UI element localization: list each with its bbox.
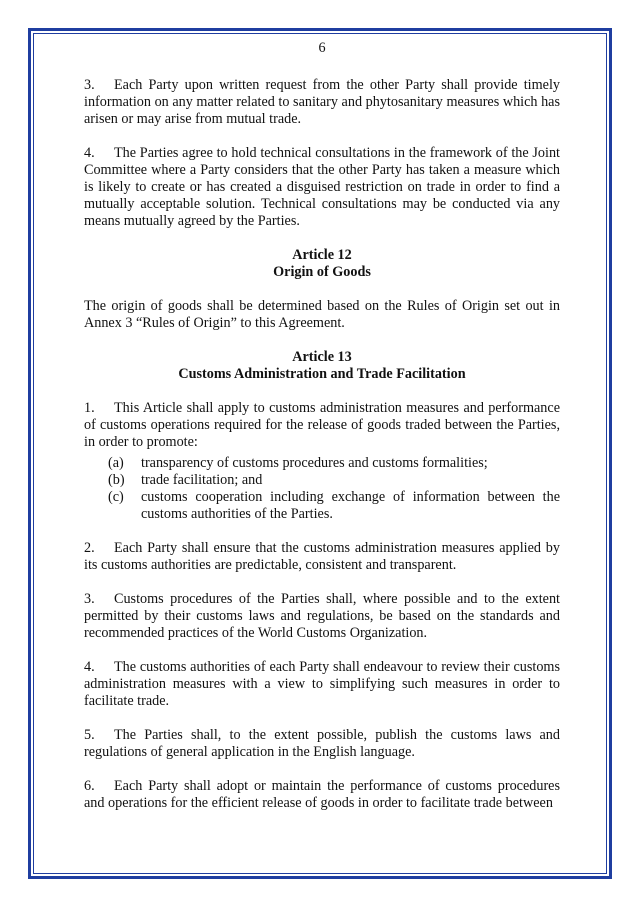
list-item: [84, 489, 560, 523]
article-13-title: Customs Administration and Trade Facilitation: [178, 366, 466, 382]
paragraph-number: 1.: [84, 400, 95, 416]
list-item: [84, 455, 560, 472]
art13-paragraph-2: [84, 540, 560, 574]
art13-paragraph-4: [84, 659, 560, 710]
list-item-text: customs cooperation including exchange of information between the customs authorities of the Parties.: [141, 489, 560, 522]
paragraph-number: 4.: [84, 145, 95, 161]
paragraph-number: 3.: [84, 591, 95, 607]
paragraph-text: Each Party shall ensure that the customs administration measures applied by its customs authorities are predictable, consistent and transparent.: [84, 540, 560, 573]
article-12-heading: Article 12: [292, 247, 352, 263]
article-12-text: The origin of goods shall be determined based on the Rules of Origin set out in Annex 3 “Rules of Origin” to this Agreement.: [84, 298, 560, 331]
article-13-heading: Article 13: [292, 349, 352, 365]
art11-paragraph-3: [84, 77, 560, 128]
paragraph-number: 3.: [84, 77, 95, 93]
paragraph-text: The Parties agree to hold technical consultations in the framework of the Joint Committee where a Party considers that the other Party has taken a measure which is likely to create or has created a disguised restriction on trade in order to find a mutually acceptable solution. Technical consultations may be conducted via any means mutually agreed by the Parties.: [84, 145, 560, 229]
page-number: 6: [318, 40, 326, 56]
paragraph-text: The customs authorities of each Party shall endeavour to review their customs administration measures with a view to simplifying such measures in order to facilitate trade.: [84, 659, 560, 709]
article-12-title: Origin of Goods: [273, 264, 371, 280]
paragraph-text: Each Party shall adopt or maintain the performance of customs procedures and operations for the efficient release of goods in order to facilitate trade between: [84, 778, 560, 811]
list-item-label: (b): [108, 472, 125, 488]
art13-paragraph-5: [84, 727, 560, 761]
list-item-text: trade facilitation; and: [141, 472, 263, 488]
paragraph-number: 4.: [84, 659, 95, 675]
art13-paragraph-1: [84, 400, 560, 451]
paragraph-text: Customs procedures of the Parties shall, where possible and to the extent permitted by their customs laws and regulations, be based on the standards and recommended practices of the World Customs Organization.: [84, 591, 560, 641]
list-item: [84, 472, 560, 489]
art13-paragraph-3: [84, 591, 560, 642]
art13-paragraph-6: [84, 778, 560, 812]
promote-list: [84, 455, 560, 523]
art11-paragraph-4: [84, 145, 560, 230]
paragraph-text: This Article shall apply to customs administration measures and performance of customs operations required for the release of goods traded between the Parties, in order to promote:: [84, 400, 560, 450]
paragraph-number: 6.: [84, 778, 95, 794]
list-item-label: (a): [108, 455, 124, 471]
paragraph-number: 2.: [84, 540, 95, 556]
paragraph-text: The Parties shall, to the extent possible, publish the customs laws and regulations of general application in the English language.: [84, 727, 560, 760]
paragraph-text: Each Party upon written request from the other Party shall provide timely information on any matter related to sanitary and phytosanitary measures which has arisen or may arise from mutual trade.: [84, 77, 560, 127]
list-item-label: (c): [108, 489, 124, 505]
list-item-text: transparency of customs procedures and customs formalities;: [141, 455, 488, 471]
document-page: [84, 40, 560, 812]
paragraph-number: 5.: [84, 727, 95, 743]
